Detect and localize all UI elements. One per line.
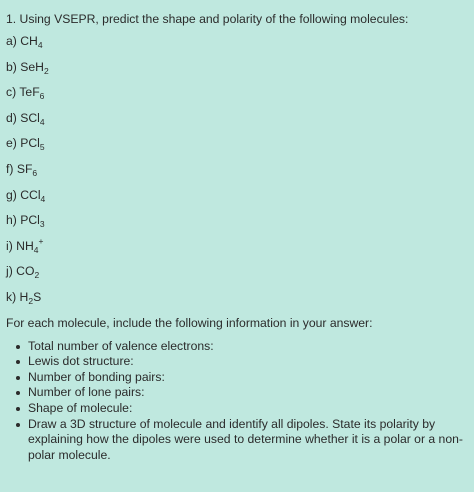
question-text: 1. Using VSEPR, predict the shape and polarity of the following molecules: [6, 12, 409, 26]
molecule-label-suffix: S [33, 289, 42, 304]
info-list-item: Number of bonding pairs: [28, 370, 464, 386]
molecule-subscript: 2 [43, 65, 49, 76]
molecule-item [6, 161, 464, 187]
molecule-item [6, 110, 464, 136]
instructions-text: For each molecule, include the following information in your answer: [6, 315, 373, 330]
molecule-subscript: 6 [39, 91, 45, 102]
molecule-item [6, 263, 464, 289]
molecule-item [6, 289, 464, 315]
info-list-item: Total number of valence electrons: [28, 339, 464, 355]
molecule-label: i) NH [6, 238, 34, 253]
molecule-subscript: 4 [39, 116, 45, 127]
info-list-item: Lewis dot structure: [28, 354, 464, 370]
molecule-item [6, 235, 464, 264]
molecule-label: d) SCl [6, 110, 40, 125]
molecule-label: b) SeH [6, 59, 44, 74]
molecule-label: k) H [6, 289, 29, 304]
molecule-subscript: 6 [32, 167, 38, 178]
molecule-charge: + [38, 235, 44, 246]
molecule-subscript: 4 [33, 244, 39, 255]
molecule-subscript: 2 [34, 270, 40, 281]
molecule-item [6, 212, 464, 238]
molecule-label: e) PCl [6, 136, 40, 151]
molecule-item [6, 135, 464, 161]
molecule-label: g) CCl [6, 187, 41, 202]
molecule-subscript: 4 [40, 193, 46, 204]
molecule-label: j) CO [6, 264, 35, 279]
info-list-item: Number of lone pairs: [28, 385, 464, 401]
molecule-item [6, 59, 464, 85]
info-list-item: Shape of molecule: [28, 401, 464, 417]
molecule-label: a) CH [6, 34, 38, 48]
molecule-subscript: 3 [39, 219, 45, 230]
molecule-item [6, 187, 464, 213]
molecule-label: c) TeF [6, 85, 40, 100]
molecule-list [6, 33, 464, 315]
molecule-item [6, 84, 464, 110]
molecule-subscript: 5 [39, 142, 45, 153]
molecule-item [6, 33, 464, 59]
required-info-list [6, 339, 464, 464]
molecule-label: f) SF [6, 161, 33, 176]
molecule-label: h) PCl [6, 213, 40, 228]
molecule-subscript: 2 [28, 295, 34, 306]
molecule-subscript: 4 [37, 40, 43, 50]
info-list-item: Draw a 3D structure of molecule and identify all dipoles. State its polarity by explaining how the dipoles were used to determine whether it is a polar or a non-polar molecule. [28, 416, 463, 462]
